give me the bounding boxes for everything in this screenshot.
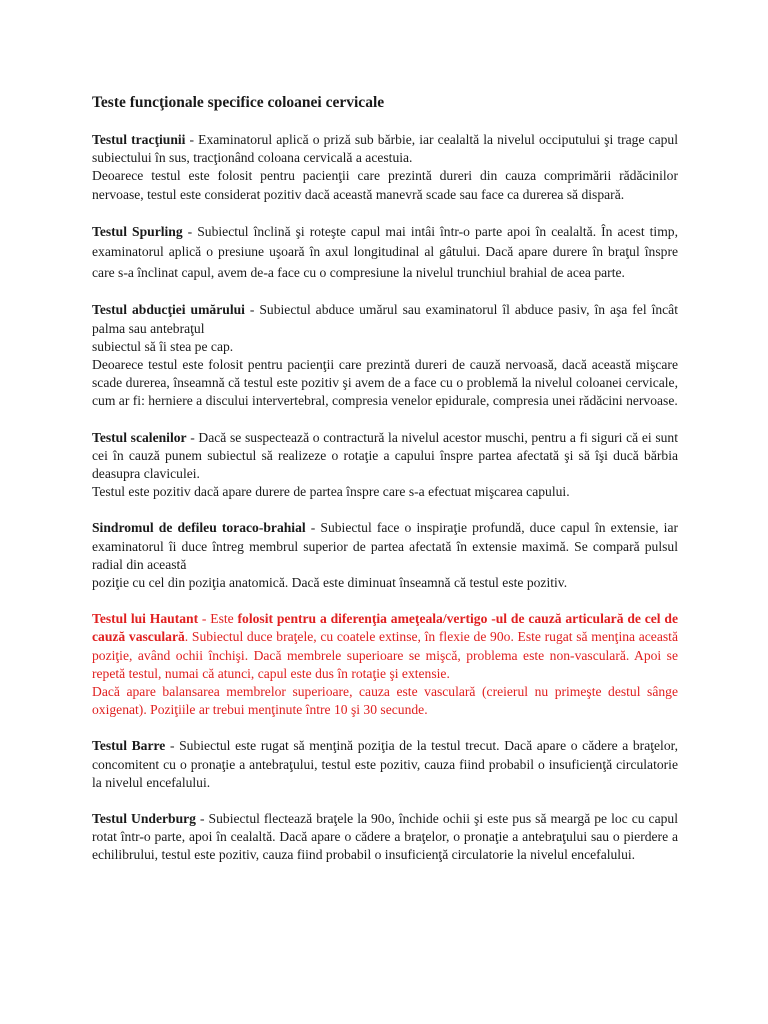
section-abductiei [92, 301, 678, 410]
paragraph [92, 610, 678, 683]
paragraph [92, 222, 678, 284]
body-text: Subiectul flectează braţele la 90o, închide ochii şi este pus să meargă pe loc cu capul rotat într-o parte, apoi în cealaltă. Dacă apare o cădere a braţelor, o pronaţie a antebraţului sau o pierdere a echilibrului, testul este pozitiv, cauza fiind probabil o insuficienţă circulatorie la nivelul encefalului. [92, 810, 678, 863]
body-text: Subiectul face o inspiraţie profundă, duce capul în extensie, iar examinatorul îi duce întreg membrul superior de partea afectată în extensie maximă. Se compară pulsul radial din această [92, 520, 679, 572]
separator: - [198, 611, 211, 627]
separator: - [195, 810, 209, 826]
separator: - [182, 223, 198, 239]
paragraph: Deoarece testul este folosit pentru pacienţii care prezintă dureri din cauza comprimării rădăcinilor nervoase, testul este considerat pozitiv dacă această manevră scade sau face ca durerea să dispară. [92, 168, 678, 202]
body-text: Subiectul înclină şi roteşte capul mai intâi într-o parte apoi în cealaltă. În acest timp, examinatorul aplică o presiune uşoară în axul longitudinal al gâtului. Dacă apare durere în braţul înspre care s-a înclinat capul, avem de-a face cu o compresiune la nivelul trunchiul brahial de acea parte. [92, 223, 678, 280]
paragraph: Testul este pozitiv dacă apare durere de partea înspre care s-a efectuat mişcarea capului. [92, 484, 570, 500]
separator: - [244, 302, 260, 318]
section-barre [92, 737, 678, 792]
body-text: Subiectul este rugat să menţină poziţia de la testul trecut. Dacă apare o cădere a braţelor, concomitent cu o pronaţie a antebraţului, testul este pozitiv, cauza fiind probabil o insuficienţă circulatorie la nivelul encefalului. [92, 738, 679, 790]
paragraph: Dacă apare balansarea membrelor superioare, cauza este vasculară (creierul nu primeşte destul sânge oxigenat). Poziţiile ar trebui menţinute între 10 şi 30 secunde. [92, 683, 678, 718]
paragraph [92, 810, 678, 865]
separator: - [165, 738, 180, 754]
test-name: Testul Spurling [92, 223, 183, 239]
document-page [92, 93, 678, 883]
test-name: Testul abducţiei umărului [92, 302, 245, 318]
section-underburg [92, 810, 678, 865]
body-text: Dacă se suspectează o contractură la nivelul acestor muschi, pentru a fi siguri că ei sunt cei în cauză punem subiectul să realizeze o rotaţie a capului înspre partea afectată şi să îşi ducă bărbia deasupra claviculei. [92, 429, 678, 481]
body-text: . Subiectul duce braţele, cu coatele extinse, în flexie de 90o. Este rugat să menţina această poziţie, având ochii închişi. Dacă membrele superioare se mişcă, problema este non-vasculară. Apoi se repetă testul, numai că atunci, capul este dus în rotaţie şi extensie. [92, 629, 678, 681]
body-text: Examinatorul aplică o priză sub bărbie, iar cealaltă la nivelul occiputului şi trage capul subiectului în sus, tracţionând coloana cervicală a acestuia. [92, 132, 679, 166]
test-name: Testul Barre [92, 738, 166, 754]
paragraph [92, 131, 678, 167]
test-name: Sindromul de defileu toraco-brahial [92, 520, 306, 536]
emphasis-text: folosit pentru a diferenţia ameţeala/vertigo -ul de cauză articulară de cel de cauză vasculară [92, 611, 678, 645]
section-tractiunii [92, 131, 678, 204]
section-hautant [92, 610, 678, 719]
section-spurling [92, 222, 678, 284]
paragraph [92, 519, 678, 574]
page-title: Teste funcţionale specifice coloanei cervicale [92, 94, 385, 111]
paragraph: subiectul să îi stea pe cap. [92, 338, 234, 354]
body-text: Este [210, 611, 238, 627]
paragraph [92, 737, 678, 792]
paragraph: Deoarece testul este folosit pentru pacienţii care prezintă dureri de cauză nervoasă, dacă această mişcare scade durerea, înseamnă că testul este pozitiv şi avem de a face cu o problemă la nivelul coloanei cervicale, cum ar fi: herniere a discului intervertebral, compresia venelor epidurale, compresia unei rădăcini nervoase. [92, 356, 678, 409]
section-scalenilor [92, 429, 678, 502]
body-text: Subiectul abduce umărul sau examinatorul îl abduce pasiv, în aşa fel încât palma sau antebraţul [92, 302, 678, 336]
separator: - [186, 429, 199, 445]
test-name: Testul scalenilor [92, 429, 187, 445]
paragraph: poziţie cu cel din poziţia anatomică. Dacă este diminuat înseamnă că testul este pozitiv. [92, 574, 568, 590]
test-name: Testul Underburg [92, 810, 196, 826]
test-name: Testul lui Hautant [92, 611, 199, 627]
test-name: Testul tracţiunii [92, 132, 186, 147]
paragraph [92, 429, 678, 484]
paragraph [92, 301, 678, 337]
separator: - [185, 132, 199, 147]
separator: - [305, 520, 321, 536]
section-defileu [92, 519, 678, 592]
